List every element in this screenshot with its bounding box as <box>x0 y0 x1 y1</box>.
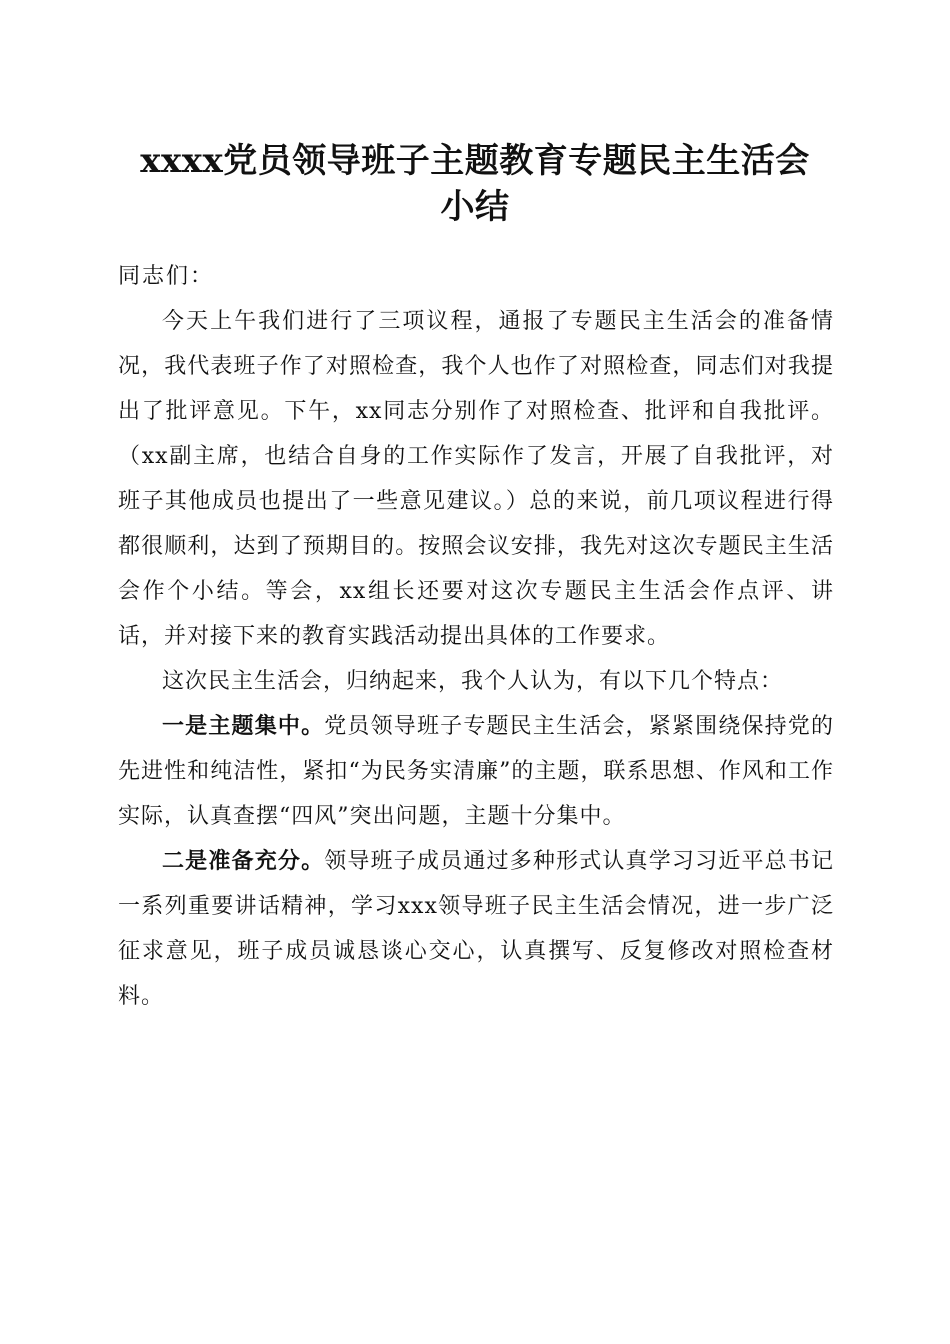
paragraph-features-intro <box>118 659 834 704</box>
paragraph-point-one <box>118 704 834 839</box>
document-body <box>118 254 834 1019</box>
point-one-text: 党员领导班子专题民主生活会，紧紧围绕保持党的先进性和纯洁性，紧扣“为民务实清廉”的主题，联系思想、作风和工作实际，认真查摆“四风”突出问题，主题十分集中。 <box>118 714 834 829</box>
salutation: 同志们： <box>118 264 215 289</box>
paragraph-intro-text: 今天上午我们进行了三项议程，通报了专题民主生活会的准备情况，我代表班子作了对照检查，我个人也作了对照检查，同志们对我提出了批评意见。下午，xx同志分别作了对照检查、批评和自我批评。（xx副主席，也结合自身的工作实际作了发言，开展了自我批评，对班子其他成员也提出了一些意见建议。）总的来说，前几项议程进行得都很顺利，达到了预期目的。按照会议安排，我先对这次专题民主生活会作个小结。等会，xx组长还要对这次专题民主生活会作点评、讲话，并对接下来的教育实践活动提出具体的工作要求。 <box>118 309 834 649</box>
paragraph-intro <box>118 299 834 659</box>
paragraph-features-intro-text: 这次民主生活会，归纳起来，我个人认为，有以下几个特点： <box>162 669 784 694</box>
point-two-text: 领导班子成员通过多种形式认真学习习近平总书记一系列重要讲话精神，学习xxx领导班子民主生活会情况，进一步广泛征求意见，班子成员诚恳谈心交心，认真撰写、反复修改对照检查材料。 <box>118 849 834 1009</box>
paragraph-point-two <box>118 839 834 1019</box>
title-line-1: xxxx党员领导班子主题教育专题民主生活会 <box>140 141 810 181</box>
point-one-heading: 一是主题集中。 <box>162 713 325 739</box>
title-line-2: 小结 <box>440 187 510 227</box>
point-two-heading: 二是准备充分。 <box>162 848 325 874</box>
document-title <box>110 138 840 230</box>
